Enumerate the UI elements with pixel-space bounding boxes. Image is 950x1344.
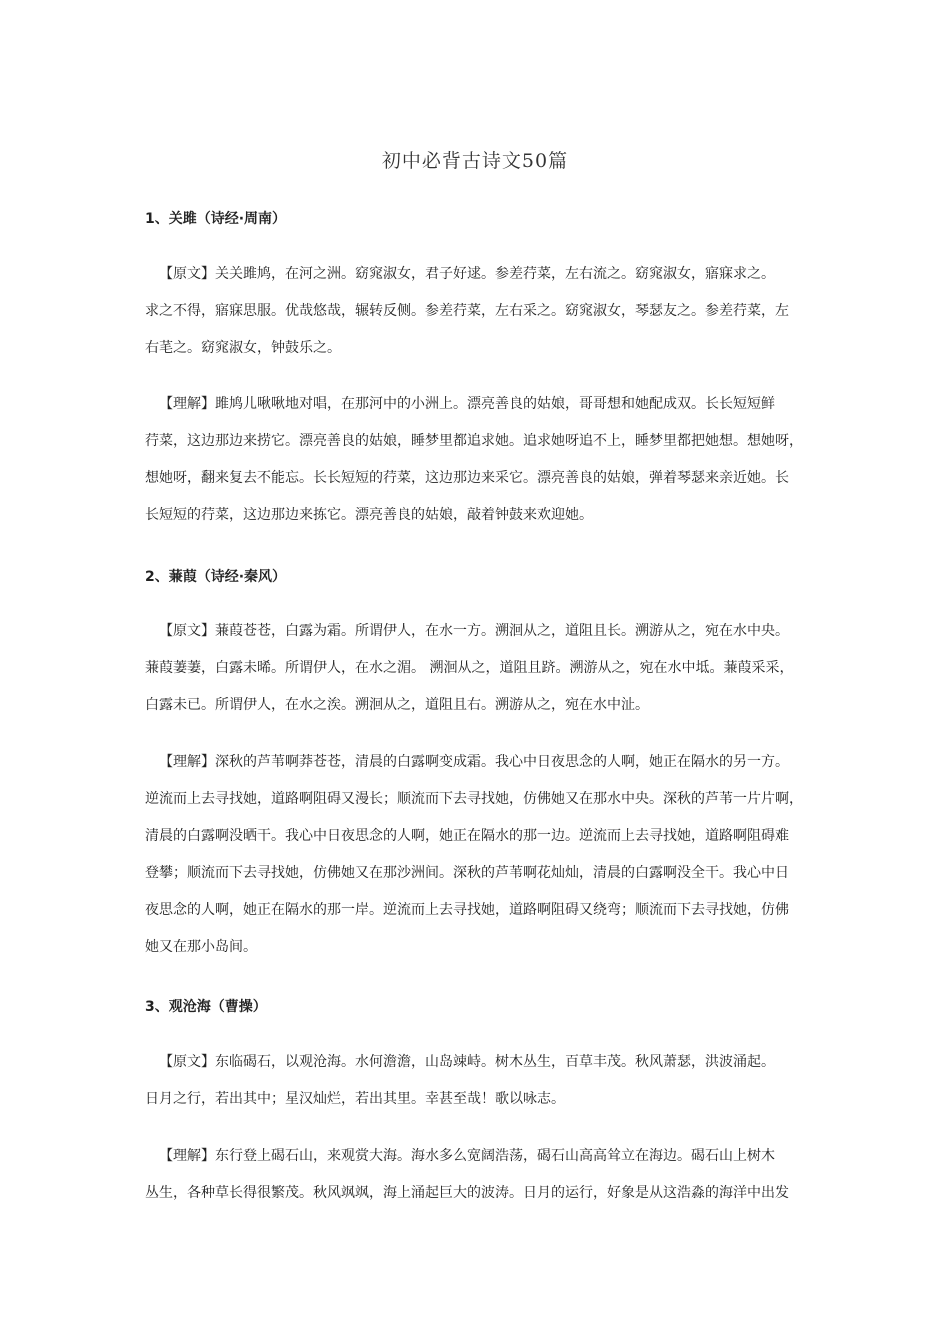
understanding-paragraph	[145, 744, 810, 966]
text-line: 【理解】东行登上碣石山，来观赏大海。海水多么宽阔浩荡，碣石山高高耸立在海边。碣石山上树木	[159, 1148, 775, 1164]
text-line: 想她呀，翻来复去不能忘。长长短短的荇菜，这边那边来采它。漂亮善良的姑娘，弹着琴瑟来亲近她。长	[145, 470, 789, 486]
text-line: 夜思念的人啊，她正在隔水的那一岸。逆流而上去寻找她，道路啊阻碍又绕弯；顺流而下去寻找她，仿佛	[145, 902, 789, 918]
original-text-paragraph	[145, 1044, 810, 1118]
text-line: 她又在那小岛间。	[145, 939, 257, 955]
text-line: 逆流而上去寻找她，道路啊阻碍又漫长；顺流而下去寻找她，仿佛她又在那水中央。深秋的芦苇一片片啊，	[145, 791, 803, 807]
section-heading: 2、蒹葭（诗经·秦风）	[145, 569, 287, 585]
text-line: 【原文】东临碣石，以观沧海。水何澹澹，山岛竦峙。树木丛生，百草丰茂。秋风萧瑟，洪波涌起。	[159, 1054, 775, 1070]
text-line: 登攀；顺流而下去寻找她，仿佛她又在那沙洲间。深秋的芦苇啊花灿灿，清晨的白露啊没全干。我心中日	[145, 865, 789, 881]
text-line: 荇菜，这边那边来捞它。漂亮善良的姑娘，睡梦里都追求她。追求她呀追不上，睡梦里都把她想。想她呀，	[145, 433, 803, 449]
text-line: 长短短的荇菜，这边那边来拣它。漂亮善良的姑娘，敲着钟鼓来欢迎她。	[145, 507, 593, 523]
text-line: 右芼之。窈窕淑女，钟鼓乐之。	[145, 340, 341, 356]
text-line: 求之不得，寤寐思服。优哉悠哉，辗转反侧。参差荇菜，左右采之。窈窕淑女，琴瑟友之。参差荇菜，左	[145, 303, 789, 319]
original-text-paragraph	[145, 256, 810, 367]
text-line: 丛生，各种草长得很繁茂。秋风飒飒，海上涌起巨大的波涛。日月的运行，好象是从这浩淼的海洋中出发	[145, 1185, 789, 1201]
text-line: 【理解】深秋的芦苇啊莽苍苍，清晨的白露啊变成霜。我心中日夜思念的人啊，她正在隔水的另一方。	[159, 754, 789, 770]
original-text-paragraph	[145, 613, 810, 724]
text-line: 【原文】关关雎鸠，在河之洲。窈窕淑女，君子好逑。参差荇菜，左右流之。窈窕淑女，寤寐求之。	[159, 266, 775, 282]
text-line: 【原文】蒹葭苍苍，白露为霜。所谓伊人，在水一方。溯洄从之，道阻且长。溯游从之，宛在水中央。	[159, 623, 789, 639]
understanding-paragraph	[145, 1138, 810, 1212]
document-title: 初中必背古诗文50篇	[381, 150, 569, 172]
section-heading: 1、关雎（诗经·周南）	[145, 211, 287, 227]
text-line: 白露未已。所谓伊人，在水之涘。溯洄从之，道阻且右。溯游从之，宛在水中沚。	[145, 697, 649, 713]
text-line: 清晨的白露啊没晒干。我心中日夜思念的人啊，她正在隔水的那一边。逆流而上去寻找她，道路啊阻碍难	[145, 828, 789, 844]
understanding-paragraph	[145, 386, 810, 534]
text-line: 蒹葭萋萋，白露未晞。所谓伊人，在水之湄。 溯洄从之，道阻且跻。溯游从之，宛在水中坻。蒹葭采采，	[145, 660, 794, 676]
section-heading: 3、观沧海（曹操）	[145, 999, 267, 1015]
text-line: 日月之行，若出其中；星汉灿烂，若出其里。幸甚至哉！歌以咏志。	[145, 1091, 565, 1107]
text-line: 【理解】雎鸠儿啾啾地对唱，在那河中的小洲上。漂亮善良的姑娘，哥哥想和她配成双。长长短短鲜	[159, 396, 775, 412]
